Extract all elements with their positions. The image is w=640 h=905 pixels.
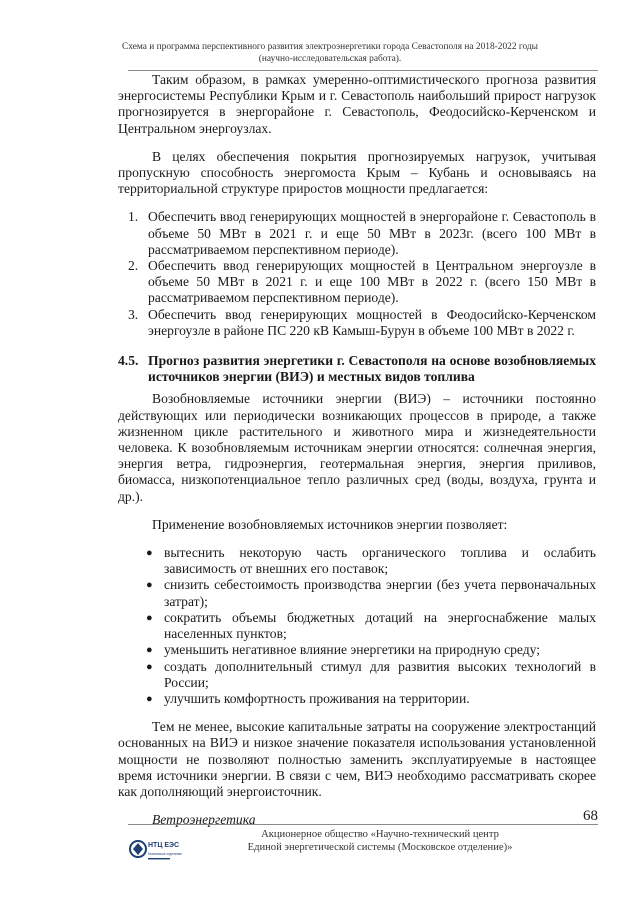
footer-line-1: Акционерное общество «Научно-технический центр xyxy=(261,829,499,840)
bullet-item xyxy=(118,610,596,642)
section-heading xyxy=(118,353,596,385)
bullet-text: улучшить комфортность проживания на территории. xyxy=(164,690,470,706)
paragraph-1: Таким образом, в рамках умеренно-оптимистического прогноза развития энергосистемы Республики Крым и г. Севастополь наибольший прирост нагрузок прогнозируется в энергорайоне г. Севастополь, Феодосийско-Керченском и Центральном энергоузлах. xyxy=(118,72,596,136)
bullet-item xyxy=(118,545,596,577)
list-item xyxy=(118,307,596,339)
bullet-item xyxy=(118,577,596,609)
list-item xyxy=(118,209,596,258)
bullet-icon: ● xyxy=(146,611,153,624)
list-item-number: 1. xyxy=(128,209,139,225)
ordered-list xyxy=(118,209,596,339)
bullet-text: уменьшить негативное влияние энергетики на природную среду; xyxy=(164,642,541,658)
bullet-list xyxy=(118,545,596,707)
logo-text: НТЦ ЕЭС xyxy=(148,842,180,849)
bullet-icon: ● xyxy=(146,692,153,705)
bullet-icon: ● xyxy=(146,547,153,560)
bullet-icon: ● xyxy=(146,579,153,592)
list-item-text: Обеспечить ввод генерирующих мощностей в энергорайоне г. Севастополь в объеме 50 МВт в 2021 г. и еще 50 МВт в 2023г. (всего 100 МВт в рассматриваемом перспективном периоде). xyxy=(148,209,596,257)
bullet-text: вытеснить некоторую часть органического топлива и ослабить зависимость от внешних его поставок; xyxy=(164,545,596,577)
bullet-item xyxy=(118,659,596,691)
footer-line-2: Единой энергетической системы (Московское отделение)» xyxy=(247,842,513,853)
section-number: 4.5. xyxy=(118,353,139,369)
list-item-text: Обеспечить ввод генерирующих мощностей в Феодосийско-Керченском энергоузле в районе ПС 220 кВ Камыш-Бурун в объеме 100 МВт в 2022 г. xyxy=(148,306,596,338)
paragraph-5: Тем не менее, высокие капитальные затраты на сооружение электростанций основанных на ВИЭ и низкое значение показателя использования установленной мощности не позволяют полностью заменить эксплуатируемые в настоящее время источники энергии. В связи с чем, ВИЭ необходимо рассматривать скорее как дополняющий энергоисточник. xyxy=(118,719,596,799)
paragraph-3: Возобновляемые источники энергии (ВИЭ) – источники постоянно действующих или периодически возникающих процессов в природе, а также жизненном цикле растительного и животного мира и жизнедеятельности человека. К возобновляемым источникам энергии относятся: солнечная энергия, энергия ветра, гидроэнергия, геотермальная энергия, энергия приливов, биомасса, низкопотенциальное тепло различных сред (воды, воздуха, грунта и др.). xyxy=(118,391,596,504)
logo-subtext: Московское отделение xyxy=(148,852,182,856)
subheading-wind-energy: Ветроэнергетика xyxy=(152,812,256,828)
list-item-number: 3. xyxy=(128,306,139,322)
running-footer xyxy=(190,828,570,854)
list-item xyxy=(118,258,596,307)
page-number: 68 xyxy=(583,808,598,824)
header-line-2: (научно-исследовательская работа). xyxy=(258,54,402,64)
running-header xyxy=(100,41,560,65)
bullet-text: снизить себестоимость производства энергии (без учета первоначальных затрат); xyxy=(164,577,596,609)
bullet-text: создать дополнительный стимул для развития высоких технологий в России; xyxy=(164,658,596,690)
footer-divider xyxy=(128,824,598,825)
bullet-text: сократить объемы бюджетных дотаций на энергоснабжение малых населенных пунктов; xyxy=(164,609,596,642)
list-item-text: Обеспечить ввод генерирующих мощностей в Центральном энергоузле в объеме 50 МВт в 2021 г. и еще 100 МВт в 2022 г. (всего 150 МВт в рассматриваемом перспективном периоде). xyxy=(148,258,596,306)
bullet-item xyxy=(118,642,596,658)
bullet-item xyxy=(118,691,596,707)
bullet-icon: ● xyxy=(146,644,153,657)
header-line-1: Схема и программа перспективного развития электроэнергетики города Севастополя на 2018-2022 годы xyxy=(122,42,538,52)
page-body xyxy=(118,72,596,840)
list-item-number: 2. xyxy=(128,258,139,274)
bullet-icon: ● xyxy=(146,660,153,673)
paragraph-4: Применение возобновляемых источников энергии позволяет: xyxy=(152,516,508,532)
section-title: Прогноз развития энергетики г. Севастополя на основе возобновляемых источников энергии (ВИЭ) и местных видов топлива xyxy=(148,353,596,385)
company-logo-icon xyxy=(128,835,182,867)
header-divider xyxy=(128,70,598,71)
paragraph-2: В целях обеспечения покрытия прогнозируемых нагрузок, учитывая пропускную способность энергомоста Крым – Кубань и основываясь на территориальной структуре приростов мощности предлагается: xyxy=(118,148,596,197)
